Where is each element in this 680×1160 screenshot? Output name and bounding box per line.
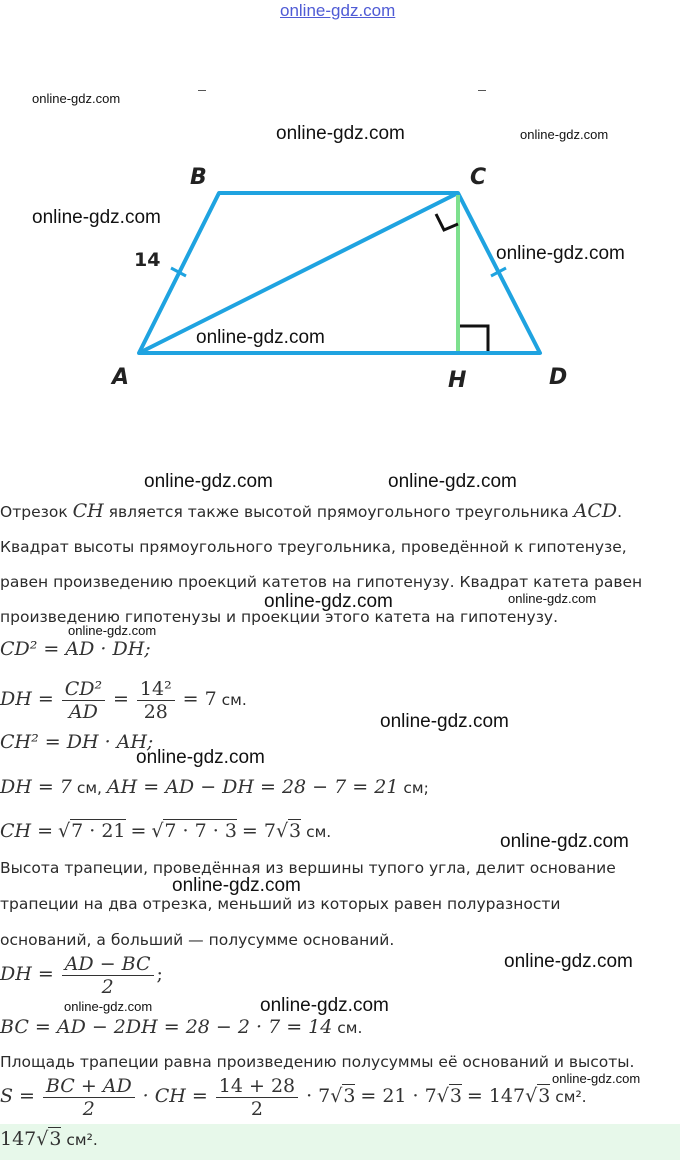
answer-text [0,1128,98,1150]
fraction [62,953,154,998]
answer-box [0,1124,680,1160]
math-run: = 21 · 7 [360,1085,437,1107]
sqrt-sign: √7 · 7 · 3 [151,820,237,842]
paragraph-line: оснований, а больший — полусумме оснований. [0,931,395,949]
paragraph-line: равен произведению проекций катетов на гипотенузу. Квадрат катета равен [0,573,643,591]
formula-lhs: DH = [0,688,54,710]
equals-sign: = [130,820,147,842]
unit: см. [337,1019,363,1037]
denominator: 2 [82,1098,95,1120]
watermark: online-gdz.com [388,471,517,492]
watermark: online-gdz.com [196,327,325,348]
text-run: . [617,503,623,521]
math-acd: ACD [573,500,618,522]
side-length-label: 14 [134,249,161,271]
unit: см. [221,691,247,709]
math-run: · 7 [306,1085,331,1107]
right-angle-mark-c [436,214,458,230]
watermark: online-gdz.com [500,831,629,852]
denominator: 28 [143,701,168,723]
radicand: 3 [449,1085,462,1107]
paragraph-line: Квадрат высоты прямоугольного треугольника, проведённой к гипотенузе, [0,538,627,556]
formula-ch-sqrt [0,820,331,842]
sqrt-sign: √3 [525,1085,551,1107]
sqrt-sign: √7 · 21 [58,820,126,842]
right-angle-mark-h [460,326,488,351]
watermark: online-gdz.com [504,951,633,972]
paragraph-line: Площадь трапеции равна произведению полусуммы её оснований и высоты. [0,1053,635,1071]
watermark: online-gdz.com [520,127,609,142]
paragraph-height-ch [0,500,622,522]
formula-dh-half-difference [0,953,163,998]
watermark: online-gdz.com [264,591,393,612]
watermark: online-gdz.com [260,995,389,1016]
watermark: online-gdz.com [144,471,273,492]
math-run: DH = 7 [0,776,72,798]
formula-cd-squared: CD² = AD · DH; [0,638,151,660]
paragraph-line: трапеции на два отрезка, меньший из которых равен полуразности [0,895,561,913]
denominator: 2 [250,1098,263,1120]
semicolon: ; [156,963,163,985]
watermark: online-gdz.com [496,243,625,264]
sqrt-sign: √3 [36,1128,62,1150]
denominator: AD [68,701,98,723]
sqrt-sign: √3 [330,1085,356,1107]
math-run: CH = [0,820,54,842]
vertex-label-a: A [112,365,130,390]
math-ch: CH [72,500,104,522]
formula-ah [0,776,429,798]
radicand: 3 [343,1085,356,1107]
numerator: CD² [62,678,105,701]
math-run: BC = AD − 2DH = 28 − 2 · 7 = 14 [0,1016,333,1038]
watermark: online-gdz.com [68,623,157,638]
watermark: online-gdz.com [32,207,161,228]
unit: см; [403,779,429,797]
sqrt-sign: √3 [436,1085,462,1107]
numerator: BC + AD [43,1075,135,1098]
unit: см, [76,779,102,797]
fraction [137,678,175,723]
watermark: online-gdz.com [64,999,153,1014]
watermark: online-gdz.com [276,123,405,144]
radicand: 3 [49,1128,62,1150]
answer-number: 147 [0,1128,37,1150]
vertex-label-c: C [470,165,487,190]
text-run: является также высотой прямоугольного треугольника [103,503,574,521]
watermark: online-gdz.com [172,875,301,896]
formula-ch-squared: CH² = DH · AH; [0,731,154,753]
text-run: Отрезок [0,503,73,521]
numerator: 14² [137,678,175,701]
formula-area [0,1075,587,1120]
radicand: 3 [289,820,302,842]
fraction [43,1075,135,1120]
numerator: AD − BC [62,953,154,976]
top-watermark-link[interactable]: online-gdz.com [280,1,396,20]
math-run: AH = AD − DH = 28 − 7 = 21 [106,776,399,798]
watermark: online-gdz.com [508,591,597,606]
numerator: 14 + 28 [216,1075,298,1098]
sqrt-sign: √3 [275,820,302,842]
unit: см². [555,1088,587,1106]
unit: см. [306,823,332,841]
radicand: 7 · 21 [71,820,126,842]
formula-bc [0,1016,362,1038]
vertex-label-b: B [190,165,207,190]
watermark: online-gdz.com [552,1071,641,1086]
watermark: online-gdz.com [380,711,509,732]
watermark: online-gdz.com [32,91,121,106]
vertex-label-h: H [448,368,467,393]
radicand: 3 [538,1085,551,1107]
denominator: 2 [101,976,114,998]
math-run: = 147 [466,1085,526,1107]
math-run: = 7 [241,820,276,842]
watermark: online-gdz.com [136,747,265,768]
radicand: 7 · 7 · 3 [164,820,237,842]
fraction [62,678,105,723]
math-run: · CH = [142,1085,208,1107]
formula-lhs: DH = [0,963,54,985]
formula-dh-fraction [0,678,247,723]
unit: см². [66,1131,98,1149]
paragraph-line: произведению гипотенузы и проекции этого катета на гипотенузу. [0,608,559,626]
vertex-label-d: D [549,365,568,390]
equals-sign: = [113,688,129,710]
fraction [216,1075,298,1120]
paragraph-line: Высота трапеции, проведённая из вершины тупого угла, делит основание [0,859,616,877]
formula-result: = 7 [182,688,217,710]
formula-lhs: S = [0,1085,35,1107]
